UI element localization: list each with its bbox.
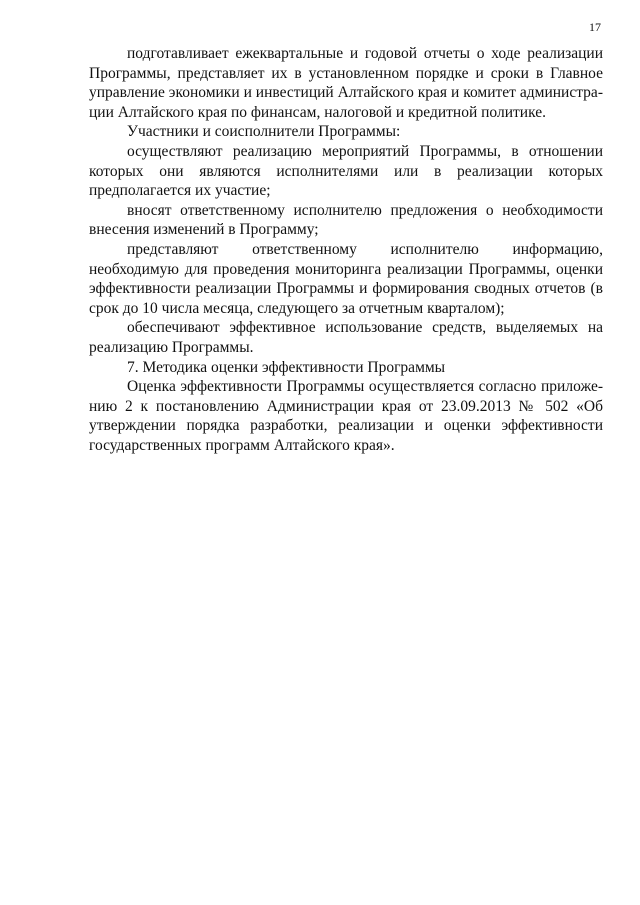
paragraph: Участники и соисполнители Программы:: [127, 123, 401, 141]
paragraph: обеспечивают эффективное использование средств, выделяемых на реализацию Программы.: [89, 319, 603, 356]
paragraph: Оценка эффективности Программы осуществляется согласно приложению 2 к постановлению Администрации края от 23.09.2013 № 502 «Об утверждении порядка разработки, реализации и оценки эффективности государственных программ Алтайского края».: [89, 378, 603, 454]
paragraph: представляют ответственному исполнителю информацию, необходимую для проведения мониторинга реализации Программы, оценки эффективности реализации Программы и формирования сводных отчетов (в срок до 10 числа месяца, следующего за отчетным кварталом);: [89, 240, 603, 317]
paragraph: вносят ответственному исполнителю предложения о необходимости внесения изменений в Программу;: [89, 201, 603, 239]
page-number: 17: [589, 20, 601, 34]
paragraph: подготавливает ежеквартальные и годовой отчеты о ходе реализации Программы, представляет их в установленном порядке и сроки в Главное управление экономики и инвестиций Алтайского края и комитет администрации Алтайского края по финансам, налоговой и кредитной политике.: [89, 45, 603, 121]
section-heading: 7. Методика оценки эффективности Программы: [127, 358, 446, 376]
document-body: [89, 44, 603, 455]
paragraph: осуществляют реализацию мероприятий Программы, в отношении которых они являются исполнителями или в реализации которых предполагается их участие;: [89, 142, 603, 200]
